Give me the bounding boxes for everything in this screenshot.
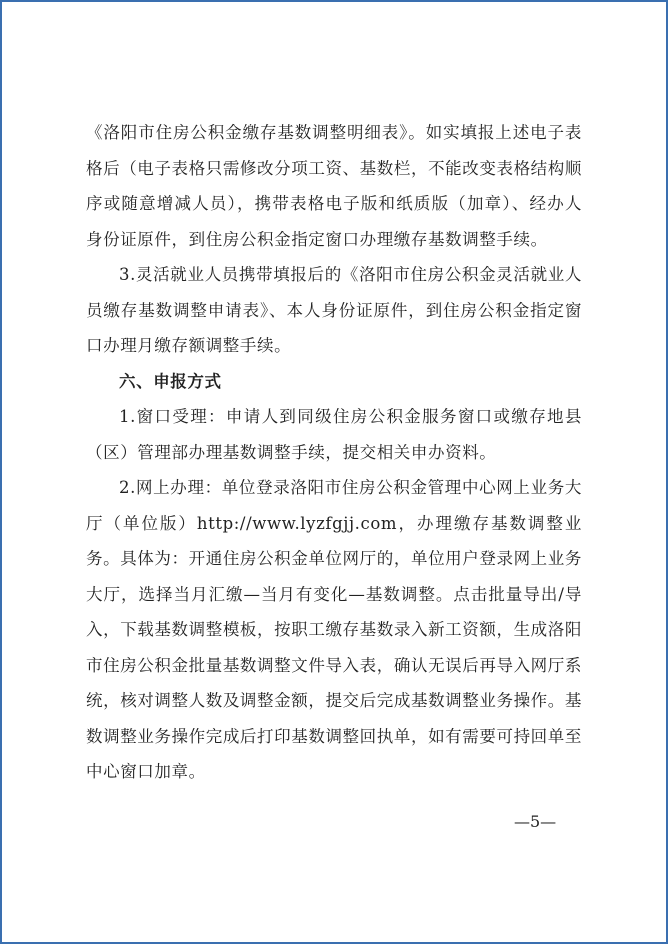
section-heading: 六、申报方式 (119, 371, 222, 391)
paragraph-item-3: 3.灵活就业人员携带填报后的《洛阳市住房公积金灵活就业人员缴存基数调整申请表》、本人身份证原件，到住房公积金指定窗口办理月缴存额调整手续。 (86, 265, 582, 355)
page-number: —5— (514, 812, 557, 831)
paragraph-continuation: 《洛阳市住房公积金缴存基数调整明细表》。如实填报上述电子表格后（电子表格只需修改分项工资、基数栏，不能改变表格结构顺序或随意增减人员），携带表格电子版和纸质版（加章）、经办人身份证原件，到住房公积金指定窗口办理缴存基数调整手续。 (86, 123, 582, 249)
paragraph-online-processing: 2.网上办理：单位登录洛阳市住房公积金管理中心网上业务大厅（单位版）http://www.lyzfgjj.com，办理缴存基数调整业务。具体为：开通住房公积金单位网厅的，单位用户登录网上业务大厅，选择当月汇缴—当月有变化—基数调整。点击批量导出/导入，下载基数调整模板，按职工缴存基数录入新工资额，生成洛阳市住房公积金批量基数调整文件导入表，确认无误后再导入网厅系统，核对调整人数及调整金额，提交后完成基数调整业务操作。基数调整业务操作完成后打印基数调整回执单，如有需要可持回单至中心窗口加章。 (86, 478, 582, 781)
document-body (86, 115, 582, 790)
paragraph-window-acceptance: 1.窗口受理：申请人到同级住房公积金服务窗口或缴存地县（区）管理部办理基数调整手续，提交相关申办资料。 (86, 407, 582, 462)
